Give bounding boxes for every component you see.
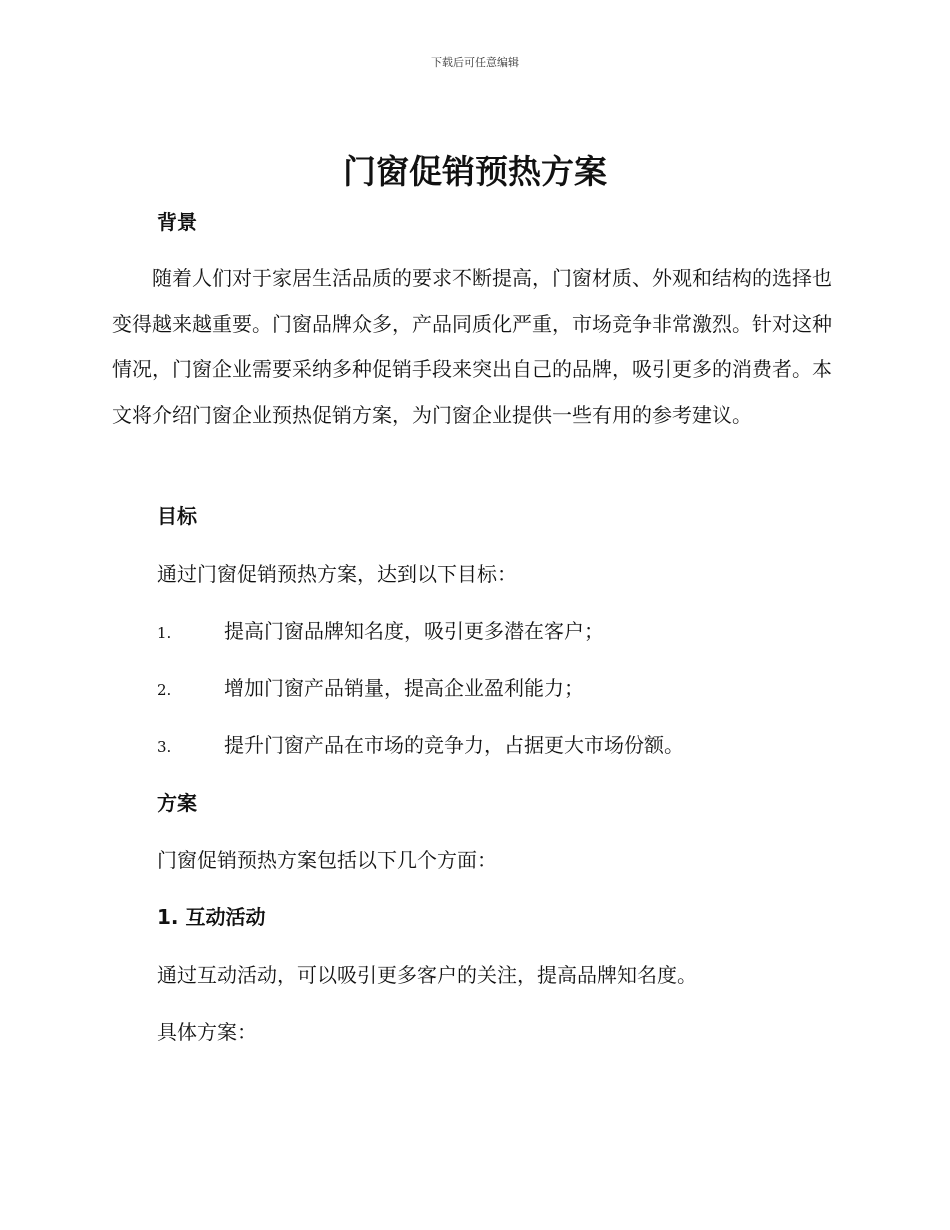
document-title: 门窗促销预热方案 bbox=[343, 152, 607, 191]
list-item bbox=[157, 674, 584, 704]
section-heading-background: 背景 bbox=[157, 210, 197, 234]
list-item bbox=[157, 731, 684, 761]
section-heading-plan: 方案 bbox=[157, 791, 197, 815]
sub-heading-interactive-activities: 1. 互动活动 bbox=[157, 905, 266, 929]
goals-intro: 通过门窗促销预热方案，达到以下目标： bbox=[157, 562, 517, 586]
specific-plan-label: 具体方案： bbox=[157, 1020, 257, 1044]
interactive-activities-text: 通过互动活动，可以吸引更多客户的关注，提高品牌知名度。 bbox=[157, 963, 697, 987]
list-item-text: 提高门窗品牌知名度，吸引更多潜在客户； bbox=[224, 619, 604, 643]
list-item bbox=[157, 617, 604, 647]
header-note: 下载后可任意编辑 bbox=[431, 56, 519, 69]
list-item-number: 1. bbox=[157, 624, 172, 642]
list-item-text: 提升门窗产品在市场的竞争力，占据更大市场份额。 bbox=[224, 733, 684, 757]
list-item-text: 增加门窗产品销量，提高企业盈利能力； bbox=[224, 676, 584, 700]
list-item-number: 2. bbox=[157, 681, 172, 699]
plan-intro: 门窗促销预热方案包括以下几个方面： bbox=[157, 848, 497, 872]
section-heading-goals: 目标 bbox=[157, 504, 197, 528]
background-paragraph: 随着人们对于家居生活品质的要求不断提高，门窗材质、外观和结构的选择也变得越来越重要。门窗品牌众多，产品同质化严重，市场竞争非常激烈。针对这种情况，门窗企业需要采纳多种促销手段来突出自己的品牌，吸引更多的消费者。本文将介绍门窗企业预热促销方案，为门窗企业提供一些有用的参考建议。 bbox=[112, 266, 832, 427]
list-item-number: 3. bbox=[157, 738, 172, 756]
